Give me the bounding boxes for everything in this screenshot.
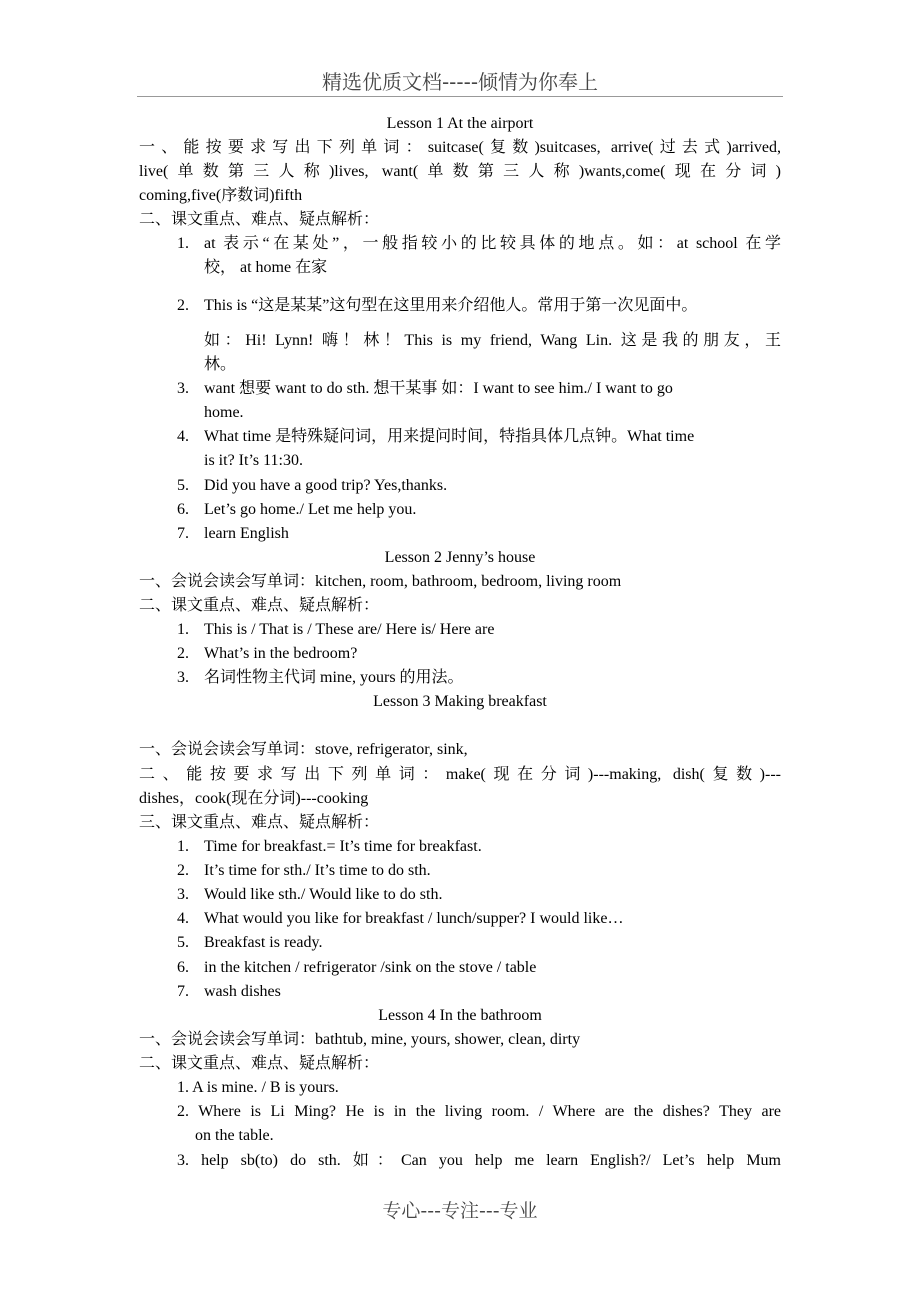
item-text: What time 是特殊疑问词，用来提问时间，特指具体几点钟。What time [204,428,695,445]
section-heading: 二、课文重点、难点、疑点解析： [139,1055,380,1072]
list-item [177,884,781,906]
item-text: wash dishes [204,983,281,1000]
item-text: want 想要 want to do sth. 想干某事 如：I want to see him./ I want to go [204,380,673,397]
item-text: It’s time for sth./ It’s time to do sth. [204,862,431,879]
item-text: What would you like for breakfast / lunch/supper? I would like… [204,910,624,927]
item-number: 6. [177,501,189,518]
list-item [177,836,781,858]
item-text: home. [204,404,244,421]
list-item [177,981,781,1003]
item-number: 6. [177,959,189,976]
item-number: 1. [177,838,189,855]
item-number: 7. [177,983,189,1000]
item-text: This is “这是某某”这句型在这里用来介绍他人。常用于第一次见面中。 [204,297,698,314]
list-item [177,523,781,545]
list-item [177,932,781,954]
page-header: 精选优质文档-----倾情为你奉上 [321,70,599,94]
item-number: 2. [177,645,189,662]
lesson-title: Lesson 3 Making breakfast [373,693,547,710]
list-item [177,475,781,497]
lesson-title: Lesson 1 At the airport [386,115,534,132]
item-number: 4. [177,910,189,927]
item-number: 3. [177,380,189,397]
list-item [177,295,781,317]
section-line: 一、会说会读会写单词：bathtub, mine, yours, shower, clean, dirty [139,1031,581,1048]
section-heading: 二、课文重点、难点、疑点解析： [139,211,380,228]
item-text: Let’s go home./ Let me help you. [204,501,417,518]
item-text: Did you have a good trip? Yes,thanks. [204,477,448,494]
item-text: in the kitchen / refrigerator /sink on the stove / table [204,959,537,976]
section-line: 一、会说会读会写单词：kitchen, room, bathroom, bedroom, living room [139,573,622,590]
list-item [177,957,781,979]
item-text: is it? It’s 11:30. [204,452,303,469]
item-text: Time for breakfast.= It’s time for breakfast. [204,838,482,855]
section-heading: 三、课文重点、难点、疑点解析： [139,814,380,831]
item-number: 1. [177,235,189,252]
item-text: at 表示“在某处”，一般指较小的比较具体的地点。如：at school 在学 [204,235,781,252]
item-number: 7. [177,525,189,542]
lesson-title: Lesson 2 Jenny’s house [384,549,536,566]
section-line: 一、会说会读会写单词：stove, refrigerator, sink, [139,741,468,758]
item-number: 3. [177,886,189,903]
list-item [177,378,781,400]
item-text: 如：Hi! Lynn! 嗨！林！This is my friend, Wang Lin. 这是我的朋友，王 [204,332,781,349]
list-item [177,233,781,255]
list-item: 1. A is mine. / B is yours. [177,1079,339,1096]
list-item: 2. Where is Li Ming? He is in the living room. / Where are the dishes? They are [177,1103,781,1120]
section-line: coming,five(序数词)fifth [139,187,303,204]
item-text: on the table. [195,1127,274,1144]
list-item [177,908,781,930]
item-text: What’s in the bedroom? [204,645,358,662]
list-item [177,426,781,448]
item-number: 1. [177,621,189,638]
section-line: 一、能按要求写出下列单词：suitcase(复数)suitcases, arrive(过去式)arrived, [139,139,781,156]
lesson-title: Lesson 4 In the bathroom [378,1007,542,1024]
item-text: Breakfast is ready. [204,934,323,951]
list-item: 3. help sb(to) do sth. 如：Can you help me learn English?/ Let’s help Mum [177,1152,781,1169]
item-number: 3. [177,669,189,686]
section-line: live(单数第三人称)lives, want(单数第三人称)wants,come(现在分词) [139,163,781,180]
item-number: 5. [177,934,189,951]
item-text: Would like sth./ Would like to do sth. [204,886,443,903]
item-text: 林。 [204,356,237,373]
item-text: This is / That is / These are/ Here is/ Here are [204,621,495,638]
item-number: 2. [177,862,189,879]
section-line: 二、能按要求写出下列单词：make(现在分词)---making, dish(复数)--- [139,766,781,783]
list-item [177,643,781,665]
header-rule [137,96,783,97]
list-item [177,667,781,689]
item-text: 名词性物主代词 mine, yours 的用法。 [204,669,464,686]
item-number: 4. [177,428,189,445]
list-item [177,619,781,641]
list-item [177,860,781,882]
section-line: dishes，cook(现在分词)---cooking [139,790,369,807]
item-number: 5. [177,477,189,494]
section-heading: 二、课文重点、难点、疑点解析： [139,597,380,614]
item-number: 2. [177,297,189,314]
item-text: 校， at home 在家 [204,259,328,276]
list-item [177,499,781,521]
page-footer: 专心---专注---专业 [382,1200,538,1222]
item-text: learn English [204,525,289,542]
